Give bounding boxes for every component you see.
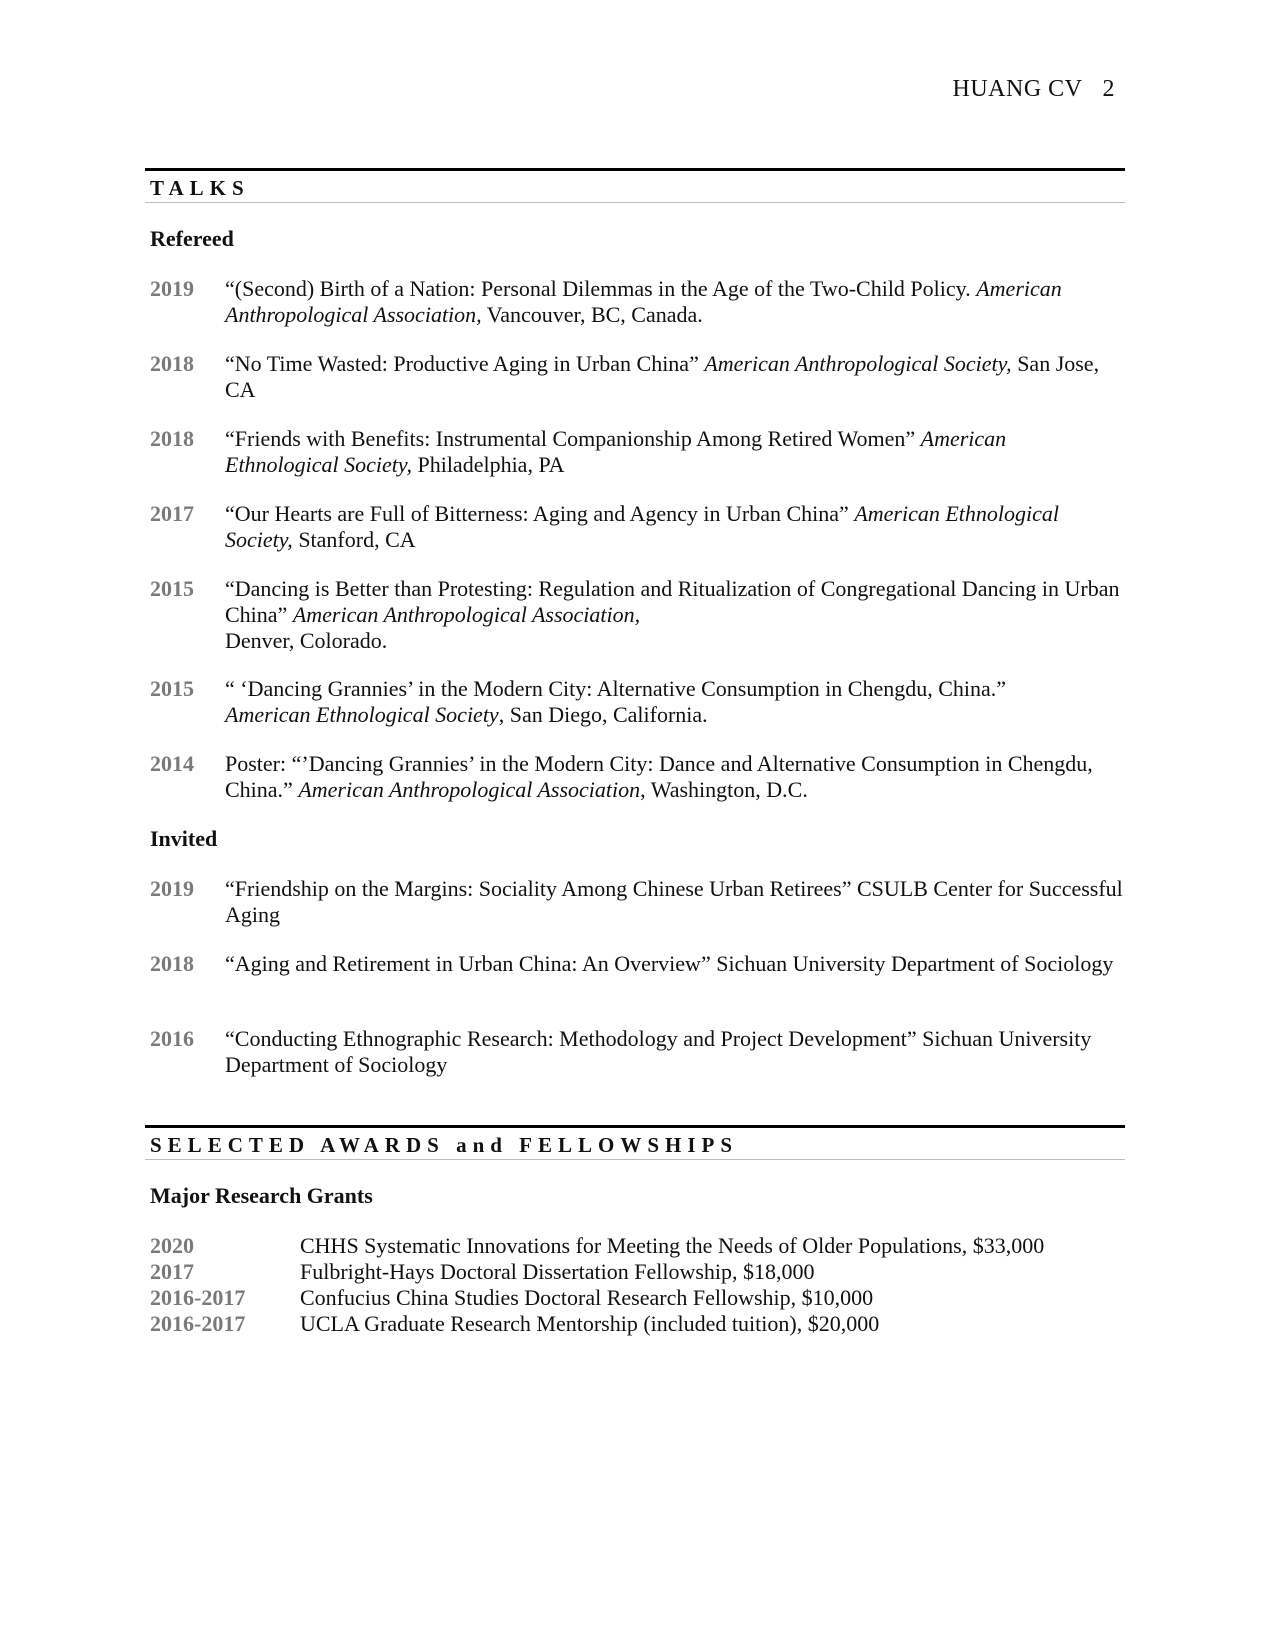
talk-year: 2019 — [150, 876, 194, 901]
talk-citation: “Friendship on the Margins: Sociality Among Chinese Urban Retirees” CSULB Center for Successful Aging — [225, 876, 1123, 927]
talk-citation: “Our Hearts are Full of Bitterness: Aging and Agency in Urban China” American Ethnological Society, Stanford, CA — [225, 501, 1059, 552]
talks-section — [145, 168, 1125, 203]
talks-heading: TALKS — [145, 168, 1125, 203]
awards-section — [145, 1125, 1125, 1160]
invited-entry — [145, 951, 1125, 977]
grants-subheading: Major Research Grants — [150, 1183, 373, 1208]
header-name: HUANG CV — [952, 76, 1083, 102]
grants-subheading-wrap — [145, 1183, 1125, 1209]
talk-entry — [145, 426, 1125, 478]
invited-subheading: Invited — [150, 826, 218, 851]
grant-row — [145, 1233, 1125, 1259]
talk-citation: “Dancing is Better than Protesting: Regulation and Ritualization of Congregational Dancing in Urban China” American Anthropological Association, Denver, Colorado. — [225, 576, 1120, 653]
talk-entry — [145, 276, 1125, 328]
talk-citation: “Friends with Benefits: Instrumental Companionship Among Retired Women” American Ethnological Society, Philadelphia, PA — [225, 426, 1007, 477]
talk-entry — [145, 501, 1125, 553]
talk-citation: “Aging and Retirement in Urban China: An Overview” Sichuan University Department of Sociology — [225, 951, 1114, 976]
talk-citation: “Conducting Ethnographic Research: Methodology and Project Development” Sichuan University Department of Sociology — [225, 1026, 1092, 1077]
grant-text: Fulbright-Hays Doctoral Dissertation Fellowship, $18,000 — [300, 1259, 815, 1284]
refereed-subheading: Refereed — [150, 226, 234, 251]
grant-text: Confucius China Studies Doctoral Research Fellowship, $10,000 — [300, 1285, 874, 1310]
invited-subheading-wrap — [145, 826, 1125, 852]
talk-year: 2014 — [150, 751, 194, 776]
invited-entry — [145, 876, 1125, 928]
talk-year: 2018 — [150, 426, 194, 451]
grant-row — [145, 1259, 1125, 1285]
talk-year: 2015 — [150, 676, 194, 701]
grant-year: 2016-2017 — [150, 1311, 246, 1336]
grant-row — [145, 1285, 1125, 1311]
running-header — [953, 76, 1116, 102]
grant-row — [145, 1311, 1125, 1337]
talk-year: 2019 — [150, 276, 194, 301]
grant-text: CHHS Systematic Innovations for Meeting the Needs of Older Populations, $33,000 — [300, 1233, 1045, 1258]
grant-year: 2016-2017 — [150, 1285, 246, 1310]
talk-entry — [145, 351, 1125, 403]
talk-year: 2016 — [150, 1026, 194, 1051]
refereed-subheading-wrap — [145, 226, 1125, 252]
talk-entry — [145, 751, 1125, 803]
grant-year: 2017 — [150, 1259, 194, 1284]
grant-year: 2020 — [150, 1233, 194, 1258]
talk-year: 2017 — [150, 501, 194, 526]
talk-year: 2018 — [150, 351, 194, 376]
invited-entry — [145, 1026, 1125, 1078]
awards-heading: SELECTED AWARDS and FELLOWSHIPS — [145, 1125, 1125, 1160]
talk-year: 2018 — [150, 951, 194, 976]
talk-citation: “ ‘Dancing Grannies’ in the Modern City: Alternative Consumption in Chengdu, China.” American Ethnological Society, San Diego, California. — [225, 676, 1007, 727]
talk-entry — [145, 676, 1125, 728]
talk-citation: “No Time Wasted: Productive Aging in Urban China” American Anthropological Society, San Jose, CA — [225, 351, 1100, 402]
talk-citation: “(Second) Birth of a Nation: Personal Dilemmas in the Age of the Two-Child Policy. American Anthropological Association, Vancouver, BC, Canada. — [225, 276, 1062, 327]
grants-list — [145, 1233, 1125, 1337]
talk-year: 2015 — [150, 576, 194, 601]
page-number: 2 — [1102, 76, 1115, 102]
talk-citation: Poster: “’Dancing Grannies’ in the Modern City: Dance and Alternative Consumption in Chengdu, China.” American Anthropological Association, Washington, D.C. — [225, 751, 1093, 802]
grant-text: UCLA Graduate Research Mentorship (included tuition), $20,000 — [300, 1311, 880, 1336]
talk-entry — [145, 576, 1125, 654]
